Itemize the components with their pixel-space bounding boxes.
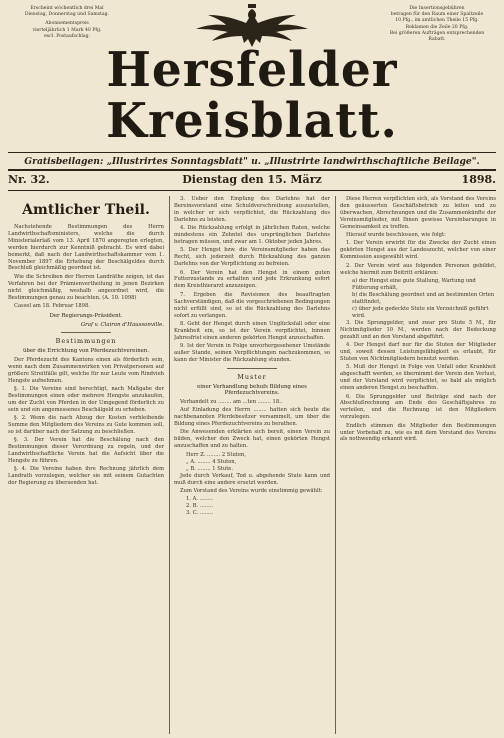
paragraph: 1. Der Verein erwirbt für die Zwecke der Zucht einen gekörten Hengst aus der Landeszucht, welcher von einer Kommission ausgewählt wird. — [340, 240, 496, 261]
ear-line: 10 Pfg., im amtlichen Theile 15 Pfg. — [395, 18, 479, 24]
paragraph: Endlich stimmen die Mitglieder den Bestimmungen unter Vorbehalt zu, wie es mit dem Vorstand des Vereins als nothwendig erkannt wird. — [340, 422, 496, 443]
column-1 — [8, 196, 164, 734]
paragraph: Der Pferdezucht des Kantons einen als förderlich sein, wenn nach dem Zusammenwirken von Privatpersonen auf größere Streitfälle gilt, welche für nur Leute vom Rindvieh Hengste aufnehmen. — [8, 356, 164, 384]
subheading: Bestimmungen — [55, 336, 117, 345]
column-3 — [340, 196, 496, 734]
list-item: c) über jede gedeckte Stute ein Verzeichniß geführt wird. — [352, 305, 489, 319]
list-item: a) der Hengst eine gute Stallung, Wartung und Fütterung erhält, — [352, 277, 476, 291]
paragraph: 5. Muß der Hengst in Folge von Unfall oder Krankheit abgeschafft werden, so übernimmt der Verein den Verlust, und der Vorstand wird verpflichtet, so bald als möglich einen anderen Hengst zu beschaffen. — [340, 364, 496, 392]
supplements-line: Gratisbeilagen: „Illustrirtes Sonntagsblatt" u. „Illustrirte landwirthschaftliche Beilage". — [24, 156, 480, 167]
paragraph: Zum Vorstand des Vereins wurde einstimmig gewählt: — [180, 488, 323, 494]
subheading: über die Errichtung von Pferdezuchtvereinen. — [22, 347, 150, 354]
ear-line: excl. Postaufschlag. — [43, 33, 91, 39]
list-item: 1. A. ........ — [186, 496, 213, 503]
masthead — [0, 0, 504, 150]
issue-bar — [8, 173, 496, 189]
paragraph: §. 4. Die Vereine haben ihre Rechnung jährlich dem Landrath vorzulegen, welcher sie mit seinem Gutachten der Regierung zu übersenden hat. — [8, 466, 164, 487]
paragraph: Auf Einladung des Herrn ........ hatten sich heute die nachbenannten Pferdebesitzer versammelt, um über die Bildung eines Pferdezuchtvereins zu berathen. — [174, 407, 330, 428]
subheading: Muster — [237, 372, 267, 381]
ear-line: Rabatt. — [428, 37, 446, 43]
divider — [227, 368, 277, 369]
newspaper-title: Hersfelder Kreisblatt. — [106, 41, 398, 150]
signature: Graf v. Clairon d'Haussonville. — [80, 321, 164, 328]
paragraph: §. 3. Der Verein hat die Beschälung nach den Bestimmungen dieser Verordnung zu regeln, und der Landwirthschaftliche Verein hat die Aufsicht über die Hengste zu führen. — [8, 437, 164, 465]
list-item: „ A. ........ 4 Stuten, — [186, 458, 237, 465]
paragraph: Die Anwesenden erklärten sich bereit, einen Verein zu bilden, welcher den Zweck hat, einen gekörten Hengst anzuschaffen und zu halten. — [174, 429, 330, 450]
paragraph: 8. Geht der Hengst durch einen Unglücksfall oder eine Krankheit ein, so ist der Verein verpflichtet, binnen Jahresfrist einen anderen gekörten Hengst anzuschaffen. — [174, 320, 330, 341]
paragraph: §. 2. Wenn die nach Abzug der Kosten verbleibende Summe den Mitgliedern des Vereins zu Gute kommen soll, so ist darüber nach der Satzung zu beschließen. — [8, 415, 164, 435]
ear-line: Reklamen die Zeile 20 Pfg. — [405, 24, 469, 30]
ear-line: Bei größeren Aufträgen entsprechenden — [389, 30, 485, 36]
ear-line: betragen für den Raum einer Spaltzeile — [390, 12, 484, 18]
paragraph: 7. Ergeben die Revisionen des beauftragten Sachverständigen, daß die vorgeschriebenen Bedingungen nicht erfüllt sind, so ist die Rückzahlung des Darlehns sofort zu verlangen. — [174, 291, 330, 319]
ear-line: Die Insertionsgebühren — [409, 6, 465, 11]
paragraph: 6. Der Verein hat den Hengst in einem guten Futterzustande zu erhalten und jede Erkrankung sofort dem Kreisthierarzt anzuzeigen. — [174, 269, 330, 290]
paragraph: Cassel am 18. Februar 1898. — [14, 302, 90, 309]
paragraph: 3. Ueber den Empfang des Darlehns hat der Bereinsvorstand eine Schuldverschreibung auszustellen, in welcher er sich verpflichtet, die Rückzahlung des Darlehns zu leisten. — [174, 196, 330, 223]
list-item: Herr Z. ........ 2 Stuten, — [186, 451, 246, 458]
divider — [8, 169, 496, 171]
ear-line: Dienstag, Donnerstag und Samstag. — [24, 12, 110, 18]
subheading: einer Verhandlung behufs Bildung eines Pferdezuchtvereins. — [197, 383, 307, 396]
list-item: „ B. ........ 1 Stute. — [186, 465, 234, 472]
paragraph: Jede durch Verkauf, Tod u. abgehende Stute kann und muß durch eine andere ersetzt werden. — [174, 472, 330, 486]
paragraph: Wie die Schreiben der Herren Landräthe zeigen, ist das Verfahren bei der Prämienvertheilung in jenen Bezirken nicht gleichmäßig, weshalb angeordnet wird, die Bestimmungen genau zu beachten. (A. 10. 1098) — [8, 273, 164, 301]
issue-year: 1898. — [461, 173, 496, 186]
paragraph: 6. Die Sprunggelder und Beiträge sind nach der Abschlußrechnung am Ende des Geschäftsjahres zu verteilen, und die Rechnung ist den Mitgliedern vorzulegen. — [340, 393, 496, 421]
column-divider — [169, 196, 170, 734]
ear-line: vierteljährlich 1 Mark 40 Pfg. — [32, 27, 102, 33]
paragraph: 5. Der Hengst bzw. die Vereinsmitglieder haben das Recht, sich jederzeit durch Rückzahlung des ganzen Darlehns von der Verpflichtung zu befreien. — [174, 247, 330, 268]
issue-number: Nr. 32. — [8, 173, 50, 186]
paragraph: Der Regierungs-Präsident. — [49, 312, 123, 319]
paragraph: 3. Die Sprunggelder, und zwar pro Stute 5 M., für Nichtmitglieder 10 M., werden nach der Bedeckung gezahlt und an den Vorstand abgeführt. — [340, 319, 496, 340]
column-2 — [174, 196, 330, 734]
paragraph: 4. Die Rückzahlung erfolgt in jährlichen Raten, welche mindestens ein Zehntel des ursprünglichen Darlehns betragen müssen, und zwar am 1. Oktober jeden Jahres. — [174, 225, 330, 245]
issue-date: Dienstag den 15. März — [182, 173, 322, 186]
list-item: 2. B. ........ — [186, 503, 213, 510]
divider — [8, 190, 496, 191]
paragraph: §. 1. Die Vereine sind berechtigt, nach Maßgabe der Bestimmungen einen oder mehrere Hengste anzukaufen, um der Zucht von Pferden in der Umgegend förderlich zu sein und ein angemessenes Beschälgeld zu erheben. — [8, 386, 164, 413]
paragraph: Hierauf wurde beschlossen, wie folgt: — [346, 232, 446, 239]
section-heading: Amtlicher Theil. — [22, 202, 150, 218]
columns — [8, 196, 496, 734]
paragraph: Diese Herren verpflichten sich, als Vorstand des Vereins den geäusserten Geschäftsbetrieb zu leiten und zu überwachen, Abrechnungen und die Zusammenkünfte der Vereinsmitglieder, mit Ihnen gewisse Vereinbarungen in Gemeinsamkeit zu treffen. — [340, 196, 496, 230]
ear-line: Erscheint wöchentlich drei Mal — [30, 6, 104, 11]
paragraph: Verhandelt zu ........ am ...ten ........ 18.. — [180, 398, 283, 405]
list-item: 3. C. ........ — [186, 510, 213, 517]
ear-line: Abonnementspreis — [45, 21, 89, 27]
paragraph: 9. Ist der Verein in Folge unvorhergesehener Umstände außer Stande, seinen Verpflichtungen nachzukommen, so kann der Minister die Rückzahlung stunden. — [174, 343, 330, 363]
paragraph: 2. Der Verein wird aus folgenden Personen gebildet, welche hiermit zum Beitritt erklären: — [340, 262, 496, 276]
list-item: b) die Beschälung geordnet und an bestimmten Orten stattfindet, — [352, 291, 495, 305]
paragraph: 4. Der Hengst darf nur für die Stuten der Mitglieder und, soweit dessen Leistungsfähigkeit es erlaubt, für Stuten von Nichtmitgliedern benutzt werden. — [340, 342, 496, 362]
column-divider — [335, 196, 336, 734]
divider — [8, 152, 496, 153]
paragraph: Nachstehende Bestimmungen des Herrn Landwirthschaftsministers, welche die durch Ministerialerlaß vom 13. April 1870 angeregten erlegten, werden hierdurch zur Kenntniß gebracht. Es wird dabei bemerkt, daß nach der Landwirthschaftskammer vom 1. November 1897 die Erhebung der Beschälgeldes durch Beschluß gleichmäßig geordnet ist. — [8, 224, 164, 272]
divider — [61, 332, 111, 333]
